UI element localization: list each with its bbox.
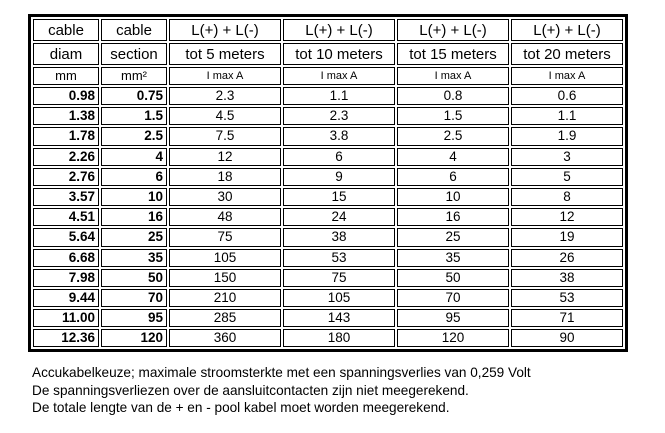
diameter-cell: 4.51 <box>33 208 99 226</box>
table-row <box>33 289 623 307</box>
section-cell: 25 <box>101 228 167 246</box>
current-cell: 4.5 <box>169 107 281 125</box>
diameter-cell: 1.78 <box>33 127 99 145</box>
current-cell: 24 <box>283 208 395 226</box>
section-cell: 6 <box>101 168 167 186</box>
table-row <box>33 208 623 226</box>
current-cell: 6 <box>283 148 395 166</box>
current-cell: 38 <box>511 269 623 287</box>
current-cell: 2.5 <box>397 127 509 145</box>
header-cell: diam <box>33 43 99 65</box>
current-cell: 35 <box>397 249 509 267</box>
current-cell: 70 <box>397 289 509 307</box>
current-cell: 26 <box>511 249 623 267</box>
note-line: De spanningsverliezen over de aansluitcontacten zijn niet meegerekend. <box>32 382 469 398</box>
section-cell: 10 <box>101 188 167 206</box>
table-row <box>33 309 623 327</box>
section-cell: 50 <box>101 269 167 287</box>
section-cell: 70 <box>101 289 167 307</box>
header-cell: L(+) + L(-) <box>397 19 509 41</box>
current-cell: 8 <box>511 188 623 206</box>
section-cell: 120 <box>101 329 167 347</box>
table-row <box>33 87 623 105</box>
current-cell: 95 <box>397 309 509 327</box>
diameter-cell: 2.76 <box>33 168 99 186</box>
current-cell: 3 <box>511 148 623 166</box>
header-cell: L(+) + L(-) <box>169 19 281 41</box>
current-cell: 5 <box>511 168 623 186</box>
current-cell: 360 <box>169 329 281 347</box>
current-cell: 10 <box>397 188 509 206</box>
current-cell: 0.6 <box>511 87 623 105</box>
diameter-cell: 2.26 <box>33 148 99 166</box>
section-cell: 95 <box>101 309 167 327</box>
current-cell: 2.3 <box>169 87 281 105</box>
table-row <box>33 148 623 166</box>
header-cell: L(+) + L(-) <box>511 19 623 41</box>
unit-cell: I max A <box>169 67 281 85</box>
current-cell: 1.1 <box>511 107 623 125</box>
section-cell: 4 <box>101 148 167 166</box>
current-cell: 285 <box>169 309 281 327</box>
table-row <box>33 228 623 246</box>
header-cell: L(+) + L(-) <box>283 19 395 41</box>
current-cell: 2.3 <box>283 107 395 125</box>
header-row-2 <box>33 43 623 65</box>
current-cell: 120 <box>397 329 509 347</box>
header-cell: tot 10 meters <box>283 43 395 65</box>
current-cell: 1.9 <box>511 127 623 145</box>
header-cell: tot 15 meters <box>397 43 509 65</box>
unit-cell: mm <box>33 67 99 85</box>
diameter-cell: 7.98 <box>33 269 99 287</box>
current-cell: 18 <box>169 168 281 186</box>
cable-table-frame <box>28 14 628 352</box>
current-cell: 50 <box>397 269 509 287</box>
current-cell: 4 <box>397 148 509 166</box>
current-cell: 0.8 <box>397 87 509 105</box>
diameter-cell: 0.98 <box>33 87 99 105</box>
current-cell: 6 <box>397 168 509 186</box>
current-cell: 7.5 <box>169 127 281 145</box>
diameter-cell: 11.00 <box>33 309 99 327</box>
current-cell: 143 <box>283 309 395 327</box>
current-cell: 105 <box>169 249 281 267</box>
current-cell: 75 <box>169 228 281 246</box>
diameter-cell: 3.57 <box>33 188 99 206</box>
diameter-cell: 9.44 <box>33 289 99 307</box>
current-cell: 1.5 <box>397 107 509 125</box>
current-cell: 3.8 <box>283 127 395 145</box>
header-cell: tot 5 meters <box>169 43 281 65</box>
current-cell: 12 <box>169 148 281 166</box>
diameter-cell: 12.36 <box>33 329 99 347</box>
current-cell: 71 <box>511 309 623 327</box>
current-cell: 210 <box>169 289 281 307</box>
current-cell: 12 <box>511 208 623 226</box>
header-row-1 <box>33 19 623 41</box>
table-row <box>33 127 623 145</box>
unit-cell: mm² <box>101 67 167 85</box>
current-cell: 30 <box>169 188 281 206</box>
note-line: De totale lengte van de + en - pool kabel moet worden meegerekend. <box>32 400 450 415</box>
current-cell: 180 <box>283 329 395 347</box>
header-cell: cable <box>101 19 167 41</box>
section-cell: 16 <box>101 208 167 226</box>
current-cell: 105 <box>283 289 395 307</box>
section-cell: 1.5 <box>101 107 167 125</box>
current-cell: 9 <box>283 168 395 186</box>
current-cell: 90 <box>511 329 623 347</box>
table-row <box>33 329 623 347</box>
header-cell: section <box>101 43 167 65</box>
table-row <box>33 188 623 206</box>
table-row <box>33 269 623 287</box>
current-cell: 150 <box>169 269 281 287</box>
unit-cell: I max A <box>511 67 623 85</box>
current-cell: 25 <box>397 228 509 246</box>
note-line: Accukabelkeuze; maximale stroomsterkte met een spanningsverlies van 0,259 Volt <box>32 365 531 380</box>
current-cell: 75 <box>283 269 395 287</box>
diameter-cell: 6.68 <box>33 249 99 267</box>
current-cell: 53 <box>511 289 623 307</box>
header-cell: tot 20 meters <box>511 43 623 65</box>
current-cell: 19 <box>511 228 623 246</box>
current-cell: 15 <box>283 188 395 206</box>
current-cell: 38 <box>283 228 395 246</box>
current-cell: 1.1 <box>283 87 395 105</box>
section-cell: 2.5 <box>101 127 167 145</box>
current-cell: 16 <box>397 208 509 226</box>
table-row <box>33 249 623 267</box>
current-cell: 48 <box>169 208 281 226</box>
diameter-cell: 5.64 <box>33 228 99 246</box>
diameter-cell: 1.38 <box>33 107 99 125</box>
units-row <box>33 67 623 85</box>
table-row <box>33 168 623 186</box>
cable-table <box>31 17 625 349</box>
current-cell: 53 <box>283 249 395 267</box>
unit-cell: I max A <box>283 67 395 85</box>
notes-block <box>32 364 531 417</box>
unit-cell: I max A <box>397 67 509 85</box>
section-cell: 35 <box>101 249 167 267</box>
table-row <box>33 107 623 125</box>
section-cell: 0.75 <box>101 87 167 105</box>
header-cell: cable <box>33 19 99 41</box>
